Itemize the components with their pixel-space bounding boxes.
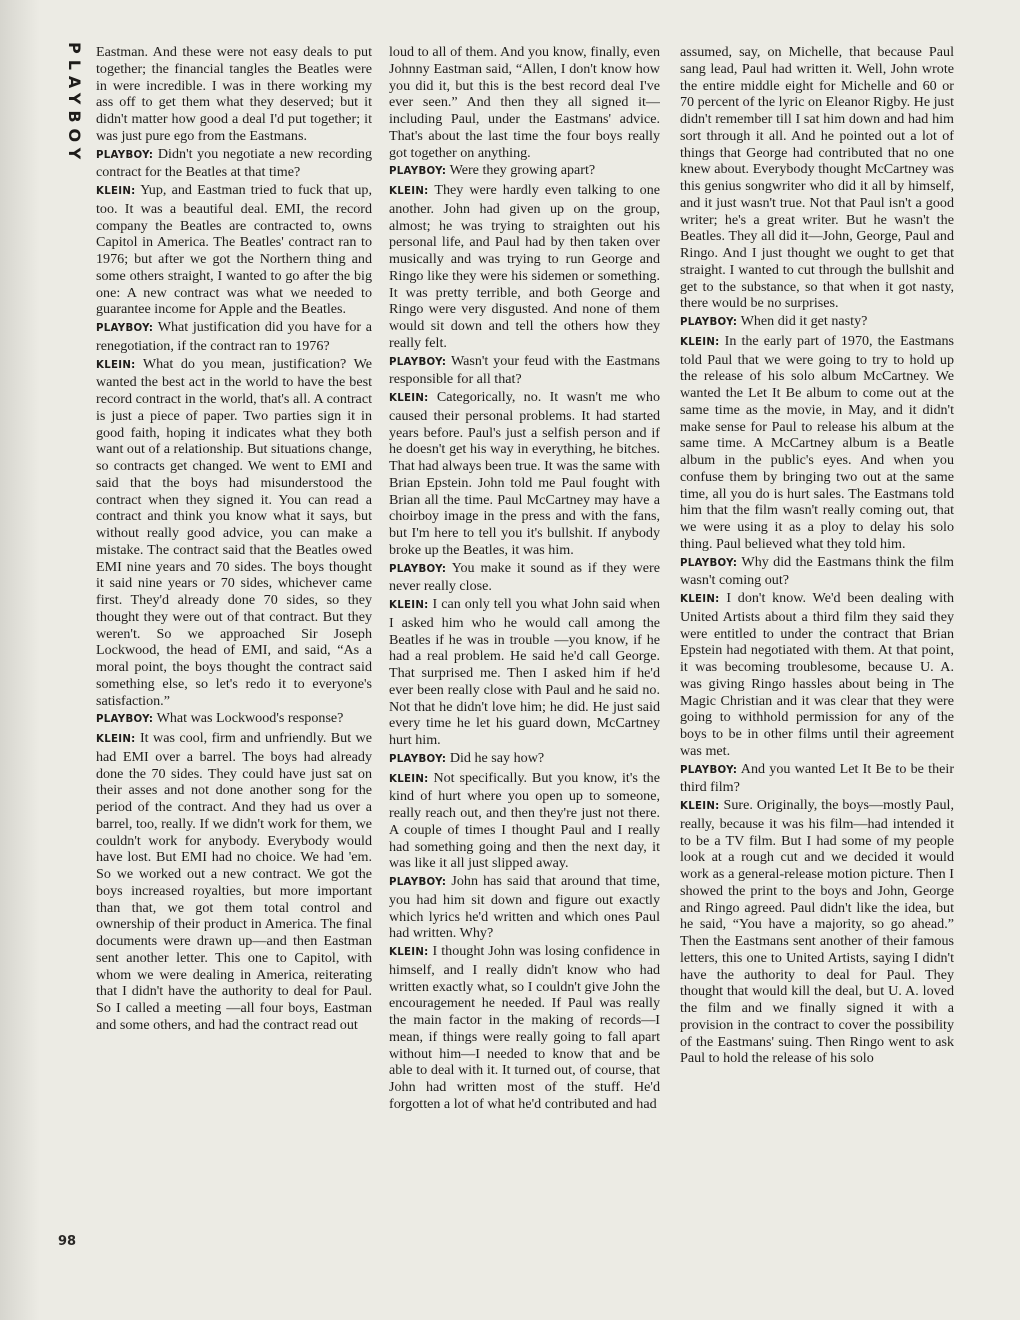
text-column-2 xyxy=(389,44,660,1259)
interview-paragraph xyxy=(680,797,954,1067)
speaker-label: PLAYBOY : xyxy=(389,564,446,575)
interview-paragraph xyxy=(389,596,660,749)
question-text: Didn't you negotiate a new recording contract for the Beatles at that time? xyxy=(96,145,372,181)
question-text: What justification did you have for a renegotiation, if the contract ran to 1976? xyxy=(96,319,372,354)
interview-paragraph xyxy=(680,761,954,797)
magazine-name: PLAYBOY xyxy=(65,42,84,166)
answer-text: What do you mean, justification? We wanted the best act in the world to have the best record contract in the world, that's all. A contract is just a piece of paper. Two parties sign it in good faith, hoping it indicates what they both want out of a relationship. But situations change, so contracts get changed. We went to EMI and said that the boys had misunderstood the contract when they signed it. You can read a contract and think you know what it says, but without really good advice, you can make a mistake. The contract said that the Beatles owed EMI nine years and 70 sides. The boys thought it said nine years or 70 sides, whichever came first. They'd already done 70 sides, so they thought they were out of that contract. But they weren't. So we approached Sir Joseph Lockwood, the head of EMI, and said, “As a moral point, the boys thought the contract said something else, so let's redo it to everyone's satisfaction.” xyxy=(96,355,372,709)
interview-paragraph xyxy=(389,943,660,1113)
speaker-label: PLAYBOY : xyxy=(96,323,153,334)
interview-paragraph xyxy=(680,313,954,332)
page-number: 98 xyxy=(58,1234,77,1249)
speaker-label: KLEIN : xyxy=(96,186,136,197)
interview-paragraph xyxy=(389,182,660,352)
speaker-label: KLEIN : xyxy=(96,360,136,371)
answer-text: Sure. Originally, the boys—mostly Paul, really, because it was his film—had intended it to be a TV film. But I had some of my people look at a rough cut and we decided it would work as a general-release motion picture. Then I showed the print to the boys and John, George and Ringo agreed. Paul didn't like the idea, but he said, “You have a majority, so go ahead.” Then the Eastmans sent another of their famous letters, this one to United Artists, saying I didn't have the authority to deal for Paul. They thought that would kill the deal, but U. A. loved the film and we finally signed it with a provision in the contract to cover the possibility of the Eastmans' suing. Then Ringo went to ask Paul to hold the release of his solo xyxy=(680,797,954,1067)
speaker-label: PLAYBOY : xyxy=(680,558,737,569)
question-text: And you wanted Let It Be to be their third film? xyxy=(680,760,954,796)
speaker-label: KLEIN : xyxy=(96,734,136,745)
speaker-label: KLEIN : xyxy=(389,947,429,958)
text-column-1 xyxy=(96,44,372,1259)
interview-paragraph xyxy=(389,770,660,873)
interview-paragraph xyxy=(389,873,660,942)
speaker-label: KLEIN : xyxy=(680,594,720,605)
interview-paragraph xyxy=(389,389,660,559)
scan-edge-shadow xyxy=(0,0,40,1320)
answer-text: loud to all of them. And you know, finally, even Johnny Eastman said, “Allen, I don't know how you did it, but this is the best record deal I've ever seen.” And then they all signed it—including Paul, under the Eastmans' advice. That's about the last time the four boys really got together on anything. xyxy=(389,44,660,161)
question-text: Did he say how? xyxy=(449,749,545,766)
speaker-label: KLEIN : xyxy=(389,393,429,404)
interview-paragraph xyxy=(96,319,372,355)
interview-paragraph xyxy=(389,44,660,161)
speaker-label: PLAYBOY : xyxy=(389,754,446,765)
interview-paragraph xyxy=(680,44,954,312)
answer-text: In the early part of 1970, the Eastmans told Paul that we were going to try to hold up the release of his solo album McCartney. We wanted the Let It Be album to come out at the same time as the movie, in May, and it didn't make sense for Paul to release his album at the same time. A McCartney album is a Beatle album in the public's eyes. And when you confuse them by bringing two out at the same time, all you do is hurt sales. The Eastmans told him that the film wasn't really coming out, that we were using it as a ploy to delay his solo thing. Paul believed what they told him. xyxy=(680,332,954,552)
interview-paragraph xyxy=(389,162,660,181)
answer-text: Eastman. And these were not easy deals to put together; the financial tangles the Beatles were in were incredible. I was in there working my ass off to get them what they deserved; but it didn't matter how good a deal I'd put together; it was just pure ego from the Eastmans. xyxy=(96,44,372,144)
speaker-label: PLAYBOY : xyxy=(680,765,737,776)
interview-paragraph xyxy=(96,44,372,145)
interview-paragraph xyxy=(96,146,372,182)
speaker-label: PLAYBOY : xyxy=(680,317,737,328)
question-text: You make it sound as if they were never really close. xyxy=(389,559,660,595)
speaker-label: KLEIN : xyxy=(680,801,720,812)
interview-paragraph xyxy=(680,333,954,553)
interview-paragraph xyxy=(96,730,372,1034)
interview-paragraph xyxy=(389,353,660,389)
answer-text: It was cool, firm and unfriendly. But we had EMI over a barrel. The boys had already done the 70 sides. They could have just sat on their asses and not done another song for the period of the contract. And they had us over a barrel, too, really. If we didn't work for them, we couldn't work for anybody. Everybody would have lost. But EMI had no choice. We had 'em. So we worked out a new contract. We got the boys increased royalties, but more important than that, we got them total control and ownership of their product in America. The final documents were drawn up—and then Eastman sent another letter. This one to Capitol, with whom we were dealing in America, reiterating that I didn't have the authority to deal for Paul. So I called a meeting —all four boys, Eastman and some others, and had the contract read out xyxy=(96,730,372,1033)
answer-text: I don't know. We'd been dealing with United Artists about a third film they said they were entitled to under the contract that Brian Epstein had negotiated with them. At that point, it was becoming troublesome, because U. A. was giving Ringo hassles about being in The Magic Christian and it was clear that they were going to withhold permission for any of the boys to be in other films until their agreement was met. xyxy=(680,590,954,759)
question-text: Why did the Eastmans think the film wasn't coming out? xyxy=(680,553,954,589)
interview-paragraph xyxy=(389,560,660,596)
question-text: John has said that around that time, you had him sit down and figure out exactly which lyrics he'd written and which ones Paul had written. Why? xyxy=(389,873,660,942)
interview-paragraph xyxy=(96,710,372,729)
answer-text: I thought John was losing confidence in himself, and I really didn't know who had written exactly what, so I couldn't give John the encouragement he needed. If Paul was really the main factor in the making of records—I mean, if things were really going to fall apart without him—I needed to know that and be able to deal with it. It turned out, of course, that John had written most of the stuff. He'd forgotten a lot of what he'd contributed and had xyxy=(389,943,660,1112)
speaker-label: PLAYBOY : xyxy=(389,357,446,368)
interview-paragraph xyxy=(680,554,954,590)
question-text: Wasn't your feud with the Eastmans responsible for all that? xyxy=(389,352,660,388)
speaker-label: PLAYBOY : xyxy=(96,150,153,161)
speaker-label: KLEIN : xyxy=(389,774,429,785)
answer-text: Not specifically. But you know, it's the kind of hurt where you open up to someone, really reach out, and then they're just not there. A couple of times I thought Paul and I really had something going and then the next day, it was like it all just slipped away. xyxy=(389,769,660,872)
interview-paragraph xyxy=(389,750,660,769)
question-text: When did it get nasty? xyxy=(740,313,868,329)
speaker-label: KLEIN : xyxy=(389,600,429,611)
speaker-label: PLAYBOY : xyxy=(389,166,446,177)
answer-text: I can only tell you what John said when I asked him who he would call among the Beatles if he was in trouble —you know, if he had a real problem. He said he'd call George. That surprised me. Then I asked him if he'd ever been really close with Paul and he said no. Not that he didn't love him; he did. He just said every time he let his guard down, McCartney hurt him. xyxy=(389,596,660,748)
speaker-label: KLEIN : xyxy=(389,186,429,197)
speaker-label: KLEIN : xyxy=(680,337,720,348)
speaker-label: PLAYBOY : xyxy=(96,714,153,725)
question-text: What was Lockwood's response? xyxy=(156,710,344,727)
answer-text: They were hardly even talking to one another. John had given up on the group, almost; he was trying to straighten out his personal life, and Paul had by then taken over musically and was trying to run George and Ringo like they were his sidemen or something. It was pretty terrible, and both George and Ringo were very disgusted. And none of them would sit down and tell the others how they really felt. xyxy=(389,182,660,351)
interview-paragraph xyxy=(680,590,954,760)
question-text: Were they growing apart? xyxy=(449,162,596,179)
interview-paragraph xyxy=(96,356,372,710)
answer-text: assumed, say, on Michelle, that because Paul sang lead, Paul had written it. Well, John wrote the entire middle eight for Michelle and 60 or 70 percent of the lyric on Eleanor Rigby. He just didn't remember till I sat him down and had him sort through it all. And he pointed out a lot of things that George had contributed that no one knew about. Everybody thought McCartney was this genius songwriter who did it all by himself, and it just wasn't true. Not that Paul isn't a good writer; he's a great writer. But he wasn't the Beatles. They all did it—John, George, Paul and Ringo. And I just thought we ought to get that straight. I wanted to cut through the bullshit and get to the substance, so that when it got nasty, there would be no surprises. xyxy=(680,44,954,312)
magazine-side-mark xyxy=(62,42,86,172)
speaker-label: PLAYBOY : xyxy=(389,877,446,888)
text-column-3 xyxy=(680,44,954,1259)
answer-text: Yup, and Eastman tried to fuck that up, too. It was a beautiful deal. EMI, the record company the Beatles are contracted to, owns Capitol in America. The Beatles' contract ran to 1976; but after we got the Northern thing and some others straight, I wanted to go after the big one: A new contract was what we needed to guarantee income for Apple and the Beatles. xyxy=(96,182,372,318)
answer-text: Categorically, no. It wasn't me who caused their personal problems. It had started years before. Paul's just a selfish person and if he doesn't get his way in everything, he bitches. That had always been true. It was the same with Brian Epstein. John told me Paul fought with Brian all the time. Paul McCartney may have a choirboy image in the press and with the fans, but I'm here to tell you it's bullshit. If anybody broke up the Beatles, it was him. xyxy=(389,389,660,558)
interview-paragraph xyxy=(96,182,372,318)
